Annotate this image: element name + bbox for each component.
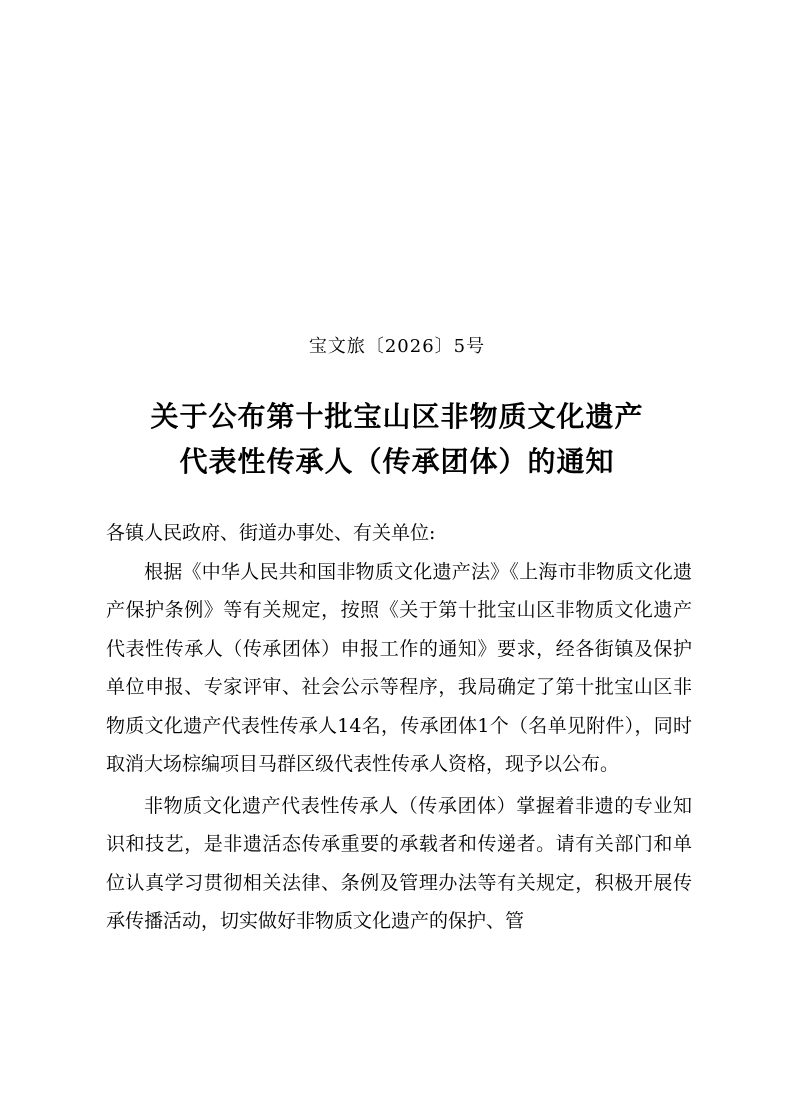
document-title xyxy=(0,394,794,484)
document-number: 宝文旅〔2026〕5号 xyxy=(308,336,486,357)
title-line-2: 代表性传承人（传承团体）的通知 xyxy=(179,445,615,478)
paragraph-1: 根据《中华人民共和国非物质文化遗产法》《上海市非物质文化遗产保护条例》等有关规定，按照《关于第十批宝山区非物质文化遗产代表性传承人（传承团体）申报工作的通知》要求，经各街镇及保护单位申报、专家评审、社会公示等程序，我局确定了第十批宝山区非物质文化遗产代表性传承人14名，传承团体1个（名单见附件），同时取消大场棕编项目马群区级代表性传承人资格，现予以公布。 xyxy=(106,560,692,775)
title-line-1: 关于公布第十批宝山区非物质文化遗产 xyxy=(150,400,644,433)
paragraph-2: 非物质文化遗产代表性传承人（传承团体）掌握着非遗的专业知识和技艺，是非遗活态传承重要的承载者和传递者。请有关部门和单位认真学习贯彻相关法律、条例及管理办法等有关规定，积极开展传承传播活动，切实做好非物质文化遗产的保护、管 xyxy=(106,794,692,932)
salutation: 各镇人民政府、街道办事处、有关单位: xyxy=(106,522,436,544)
document-body xyxy=(106,514,692,941)
